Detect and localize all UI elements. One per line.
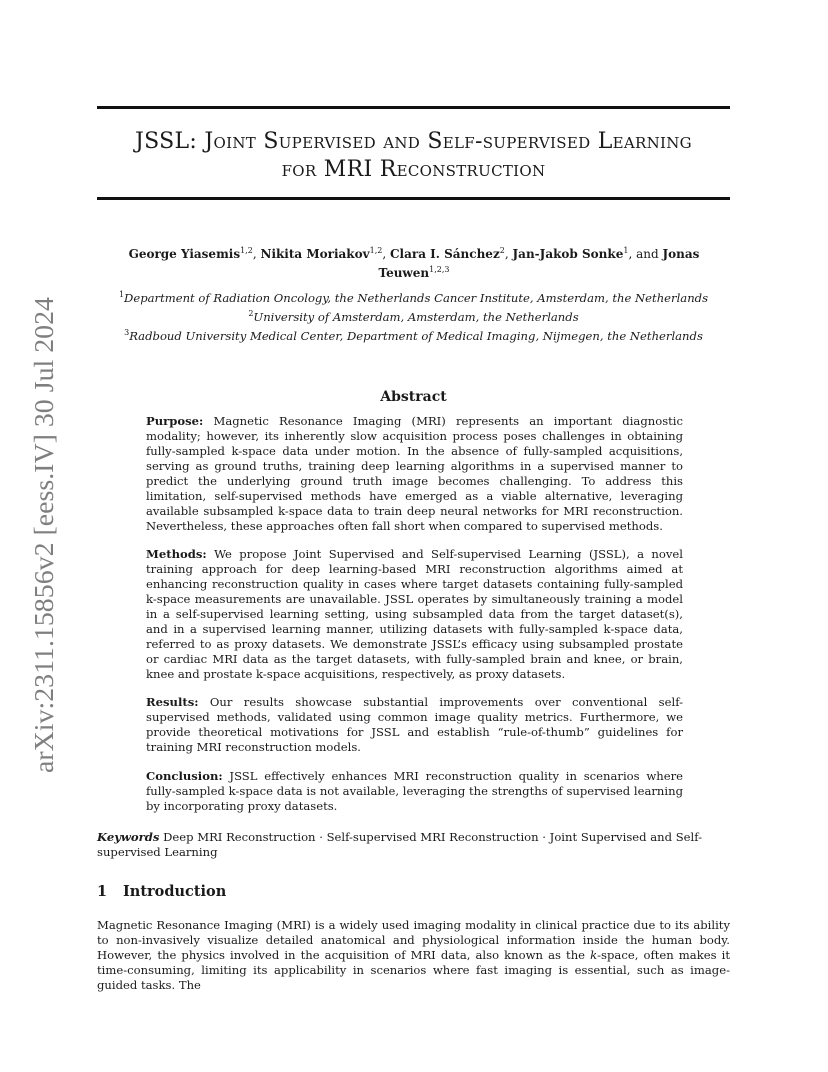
title-rule-top	[97, 106, 730, 109]
keywords	[97, 830, 730, 860]
abstract-conclusion	[146, 769, 683, 814]
abstract-heading: Abstract	[380, 389, 447, 405]
title-line-1: JSSL: Joint Supervised and Self-supervised Learning	[135, 129, 692, 154]
author-affiliation-mark: 1,2	[369, 246, 383, 255]
affiliation-item: $^1$Department of Radiation Oncology, the Netherlands Cancer Institute, Amsterdam, the Netherlands	[118, 290, 709, 305]
conclusion-text: JSSL effectively enhances MRI reconstruction quality in scenarios where fully-sampled k-space data is not available, leveraging the strengths of supervised learning by incorporating proxy datasets.	[146, 769, 684, 813]
paragraph: Magnetic Resonance Imaging (MRI) is a widely used imaging modality in clinical practice due to its ability to non-invasively visualize detailed anatomical and physiological information inside the human body. However, the physics involved in the acquisition of MRI data, also known as the k-space, often makes it time-consuming, limiting its applicability in scenarios where fast imaging is essential, such as image-guided tasks. The	[97, 918, 730, 992]
section-title: Introduction	[123, 883, 227, 900]
abstract-methods	[146, 547, 683, 682]
methods-label: Methods:	[146, 547, 207, 561]
purpose-label: Purpose:	[146, 414, 204, 428]
author-affiliation-mark: 1,2	[240, 246, 253, 255]
author-list: George Yiasemis$^{1,2}$, Nikita Moriakov$^{1,2}$, Clara I. Sánchez$^2$, Jan-Jakob Sonke$^1$, and Jonas Teuwen$^{1,2,3}$	[128, 246, 700, 280]
author-name: Jan-Jakob Sonke	[512, 247, 624, 261]
methods-text: We propose Joint Supervised and Self-supervised Learning (JSSL), a novel training approach for deep learning-based MRI reconstruction algorithms aimed at enhancing reconstruction quality in cases where target datasets containing fully-sampled k-space measurements are unavailable. JSSL operates by simultaneously training a model in a self-supervised learning setting, using subsampled data from the target dataset(s), and in a supervised learning manner, utilizing datasets with fully-sampled k-space data, referred to as proxy datasets. We demonstrate JSSL’s efficacy using subsampled prostate or cardiac MRI data as the target datasets, with fully-sampled brain and knee, or brain, knee and prostate k-space acquisitions, respectively, as proxy datasets.	[146, 547, 683, 681]
author-affiliation-mark: 2	[499, 246, 505, 255]
section-number: 1	[97, 883, 108, 900]
affiliation-item: $^2$University of Amsterdam, Amsterdam, the Netherlands	[248, 308, 579, 324]
title-line-2: for MRI Reconstruction	[281, 157, 546, 182]
results-text: Our results showcase substantial improvements over conventional self-supervised methods, validated using common image quality metrics. Furthermore, we provide theoretical motivations for JSSL and establish “rule-of-thumb” guidelines for training MRI reconstruction models.	[146, 695, 683, 754]
abstract-purpose	[146, 414, 683, 534]
author-name: Jonas Teuwen	[378, 247, 700, 280]
author-affiliation-mark: 1	[623, 246, 629, 255]
paper-title	[97, 128, 730, 184]
section-heading-introduction	[97, 883, 226, 900]
introduction-body	[97, 918, 730, 993]
author-affiliation-mark: 1,2,3	[429, 265, 450, 274]
purpose-text: Magnetic Resonance Imaging (MRI) represents an important diagnostic modality; however, its inherently slow acquisition process poses challenges in obtaining fully-sampled k-space data under motion. In the absence of fully-sampled acquisitions, serving as ground truths, training deep learning algorithms in a supervised manner to predict the underlying ground truth image becomes challenging. To address this limitation, self-supervised methods have emerged as a viable alternative, leveraging available subsampled k-space data to train deep neural networks for MRI reconstruction. Nevertheless, these approaches often fall short when compared to supervised methods.	[146, 414, 683, 533]
author-name: Clara I. Sánchez	[389, 247, 500, 261]
abstract-results	[146, 695, 683, 755]
arxiv-identifier-stamp	[22, 295, 64, 775]
author-conjunction: , and	[628, 247, 659, 261]
results-label: Results:	[146, 695, 199, 709]
keywords-label: Keywords	[97, 830, 160, 844]
title-rule-bottom	[97, 197, 730, 200]
affiliation-item: $^3$Radboud University Medical Center, Department of Medical Imaging, Nijmegen, the Netherlands	[124, 327, 703, 343]
affiliation-list	[97, 287, 730, 344]
arxiv-stamp-text: arXiv:2311.15856v2 [eess.IV] 30 Jul 2024	[29, 312, 59, 773]
author-name: Nikita Moriakov	[260, 247, 370, 261]
conclusion-label: Conclusion:	[146, 769, 223, 783]
keywords-text: Deep MRI Reconstruction · Self-supervised MRI Reconstruction · Joint Supervised and Self-supervised Learning	[97, 830, 703, 859]
author-name: George Yiasemis	[128, 247, 241, 261]
